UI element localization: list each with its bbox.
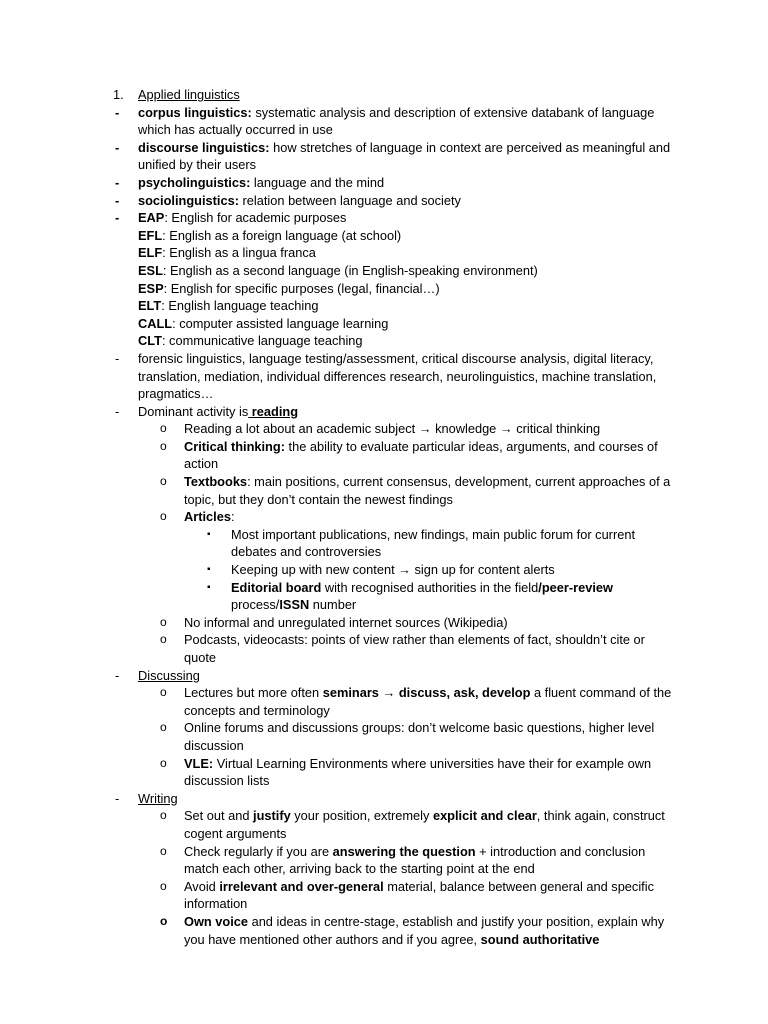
acronym-line	[0, 227, 768, 245]
definition: language and the mind	[250, 174, 385, 190]
acronym-line	[0, 280, 768, 298]
text: Lectures but more often	[184, 685, 323, 701]
acronym: EFL	[138, 227, 163, 243]
term: sociolinguistics:	[138, 192, 239, 208]
term: seminars → discuss, ask, develop	[322, 685, 531, 701]
dash-marker: -	[115, 403, 120, 419]
dash-marker: -	[115, 192, 120, 208]
text: number	[309, 597, 357, 613]
list-item	[0, 631, 768, 666]
text: process/	[231, 597, 280, 613]
definition: : English language teaching	[161, 298, 319, 314]
text: material, balance between general and specific information	[184, 878, 654, 912]
dash-marker: -	[115, 790, 120, 806]
list-item	[0, 913, 768, 948]
text: and ideas in centre-stage, establish and justify your position, explain why you have mentioned other authors and if you agree,	[184, 913, 665, 947]
list-item	[0, 684, 768, 719]
acronym-line	[0, 244, 768, 262]
definition: Virtual Learning Environments where universities have their for example own discussion lists	[184, 755, 652, 789]
dash-marker: -	[115, 350, 120, 366]
acronym: ESL	[138, 262, 163, 278]
reading-keyword: reading	[248, 403, 299, 419]
definition: : communicative language teaching	[161, 333, 363, 349]
term: Articles	[184, 509, 231, 525]
text: Check regularly if you are	[184, 843, 333, 859]
acronym: ELF	[138, 245, 163, 261]
heading-applied-linguistics	[0, 86, 768, 104]
list-item	[0, 614, 768, 632]
circle-bullet: o	[160, 474, 167, 489]
circle-bullet: o	[160, 509, 167, 524]
definition: : English for specific purposes (legal, financial…)	[163, 280, 440, 296]
definition: systematic analysis and description of extensive databank of language which has actually occurred in use	[138, 104, 655, 138]
circle-bullet: o	[160, 685, 167, 700]
term: Textbooks	[184, 474, 248, 490]
term: sound authoritative	[480, 931, 600, 947]
acronym-line	[0, 262, 768, 280]
text: a fluent command of the concepts and terminology	[184, 685, 672, 718]
definition: : computer assisted language learning	[172, 315, 389, 331]
square-bullet: ▪	[207, 564, 211, 576]
circle-bullet: o	[160, 720, 167, 735]
acronym: EAP	[138, 210, 165, 226]
term: explicit and clear	[432, 808, 537, 824]
heading-text: Applied linguistics	[138, 87, 240, 102]
acronym-line	[0, 297, 768, 315]
definition: : English for academic purposes	[164, 210, 347, 226]
list-item	[0, 473, 768, 508]
acronym-line	[0, 315, 768, 333]
circle-bullet: o	[160, 913, 168, 928]
circle-bullet: o	[160, 614, 167, 629]
section-discussing	[0, 667, 768, 685]
term: VLE:	[184, 755, 214, 771]
section-title: Discussing	[138, 667, 200, 683]
acronym: CALL	[138, 315, 173, 331]
dash-marker: -	[115, 210, 120, 226]
list-item	[0, 561, 768, 579]
definition: : English as a foreign language (at school)	[162, 227, 402, 243]
list-item	[0, 878, 768, 913]
term: psycholinguistics:	[138, 174, 251, 190]
list-item	[0, 139, 768, 174]
document-page	[0, 86, 768, 948]
circle-bullet: o	[160, 878, 167, 893]
list-item	[0, 192, 768, 210]
circle-bullet: o	[160, 755, 167, 770]
text: Avoid	[184, 878, 220, 894]
definition: relation between language and society	[238, 192, 461, 208]
text: with recognised authorities in the field	[321, 579, 539, 595]
other-areas-text: forensic linguistics, language testing/assessment, critical discourse analysis, digital literacy, translation, mediation, individual differences research, neurolinguistics, machine translation, pragmatics…	[138, 350, 657, 402]
section-writing	[0, 790, 768, 808]
circle-bullet: o	[160, 843, 167, 858]
term: /peer-review	[538, 579, 613, 595]
text: + introduction and conclusion match each other, arriving back to the starting point at the end	[184, 843, 646, 877]
list-item-other-areas	[0, 350, 768, 403]
item-text: Keeping up with new content → sign up for content alerts	[231, 562, 555, 578]
dash-marker: -	[115, 174, 120, 190]
definition: the ability to evaluate particular ideas, arguments, and courses of action	[184, 438, 658, 472]
term: ISSN	[279, 597, 310, 613]
list-item	[0, 843, 768, 878]
section-reading	[0, 403, 768, 421]
circle-bullet: o	[160, 808, 167, 823]
circle-bullet: o	[160, 632, 167, 647]
acronym: CLT	[138, 333, 162, 349]
circle-bullet: o	[160, 438, 167, 453]
item-text: No informal and unregulated internet sources (Wikipedia)	[184, 614, 508, 630]
definition: how stretches of language in context are perceived as meaningful and unified by their users	[138, 139, 671, 173]
term: discourse linguistics:	[138, 139, 270, 155]
term: corpus linguistics:	[138, 104, 252, 120]
definition: : English as a lingua franca	[162, 245, 316, 261]
dash-marker: -	[115, 139, 120, 155]
list-item	[0, 579, 768, 614]
section-title: Writing	[138, 790, 178, 806]
term: Own voice	[184, 913, 249, 929]
item-text: Podcasts, videocasts: points of view rather than elements of fact, shouldn’t cite or quote	[184, 632, 645, 665]
list-item	[0, 755, 768, 790]
dash-marker: -	[115, 104, 120, 120]
list-item	[0, 807, 768, 842]
item-text: Online forums and discussions groups: don’t welcome basic questions, higher level discussion	[184, 720, 655, 753]
definition: : main positions, current consensus, development, current approaches of a topic, but they don’t contain the newest findings	[184, 474, 671, 507]
list-item	[0, 438, 768, 473]
term: irrelevant and over-general	[219, 878, 384, 894]
acronym-line	[0, 332, 768, 350]
list-item	[0, 526, 768, 561]
acronym: ELT	[138, 298, 162, 314]
list-item	[0, 174, 768, 192]
list-item	[0, 719, 768, 754]
term: justify	[253, 808, 291, 824]
text: your position, extremely	[290, 808, 433, 824]
list-item	[0, 508, 768, 526]
list-item	[0, 104, 768, 139]
term: answering the question	[332, 843, 476, 859]
list-number: 1.	[113, 87, 124, 102]
circle-bullet: o	[160, 421, 167, 436]
list-item	[0, 420, 768, 438]
item-text: Reading a lot about an academic subject → knowledge → critical thinking	[184, 421, 601, 437]
text: , think again, construct cogent arguments	[184, 808, 665, 841]
acronym: ESP	[138, 280, 164, 296]
reading-prefix: Dominant activity is	[138, 403, 249, 419]
dash-marker: -	[115, 667, 120, 683]
text: Set out and	[184, 808, 254, 824]
term: Editorial board	[231, 579, 322, 595]
square-bullet: ▪	[207, 528, 211, 540]
item-text: Most important publications, new findings, main public forum for current debates and controversies	[231, 526, 635, 560]
term: Critical thinking:	[184, 438, 285, 454]
definition: : English as a second language (in English-speaking environment)	[162, 262, 538, 278]
list-item-acronym	[0, 209, 768, 227]
square-bullet: ▪	[207, 581, 211, 593]
definition: :	[230, 509, 235, 525]
